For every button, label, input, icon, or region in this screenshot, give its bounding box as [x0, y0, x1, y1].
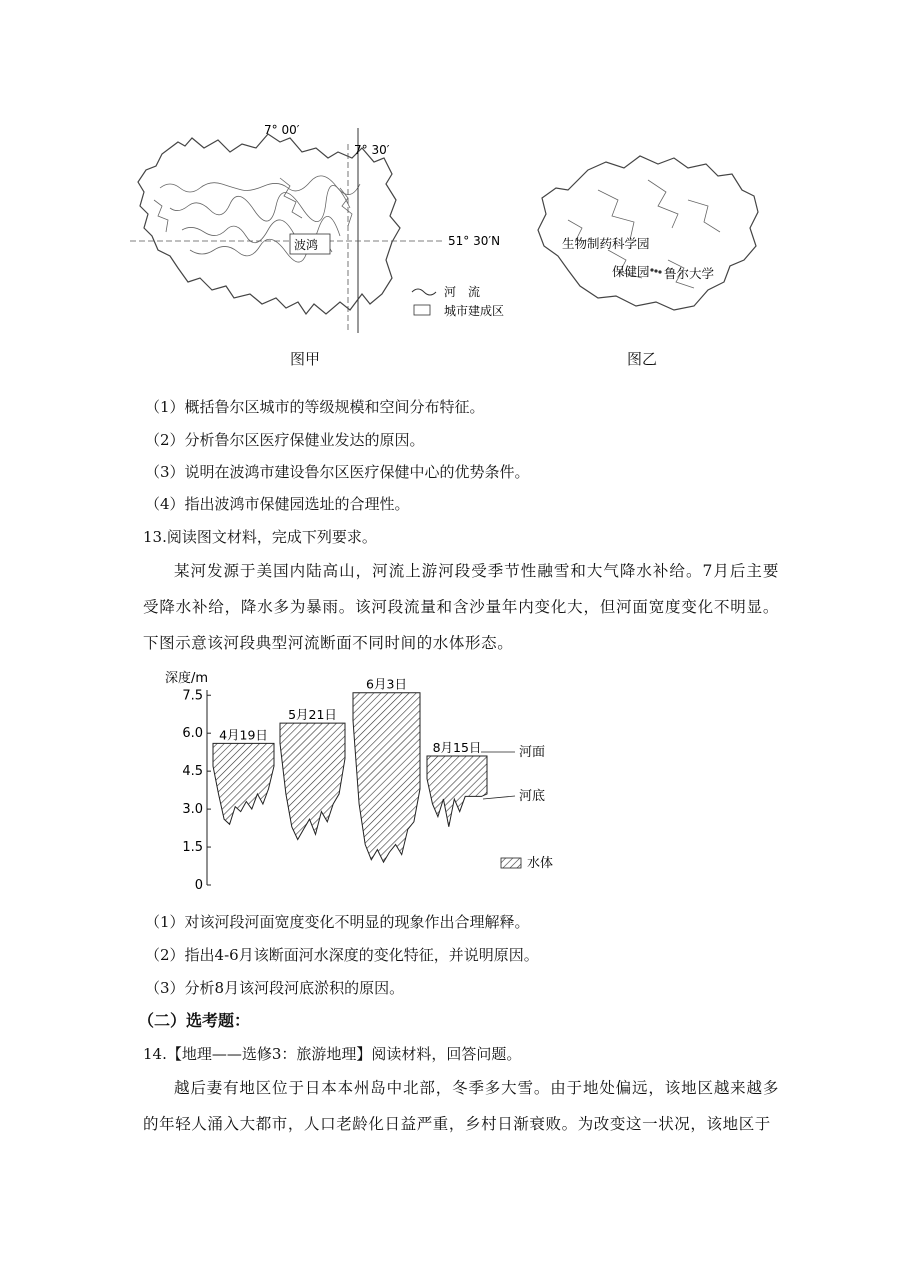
- q13-item-3: （3）分析8月该河段河底淤积的原因。: [145, 979, 405, 997]
- map-a-caption: 图甲: [290, 350, 321, 368]
- water-section-2: [280, 723, 345, 839]
- map-a-city-label: 波鸿: [294, 238, 319, 252]
- y-tick-label: 6.0: [182, 726, 203, 742]
- legend-urban-icon: [414, 305, 430, 315]
- q12-item-3: （3）说明在波鸿市建设鲁尔区医疗保健中心的优势条件。: [145, 463, 530, 481]
- y-tick-label: 4.5: [182, 764, 203, 780]
- q12-item-2: （2）分析鲁尔区医疗保健业发达的原因。: [145, 431, 425, 449]
- chart-ylabel: 深度/m: [165, 671, 209, 686]
- annotation-water-surface: 河面: [519, 745, 546, 760]
- q12-item-4: （4）指出波鸿市保健园选址的合理性。: [145, 495, 410, 513]
- q13-item-2: （2）指出4-6月该断面河水深度的变化特征，并说明原因。: [145, 946, 539, 964]
- map-a-lon2-label: 7° 30′: [354, 143, 390, 157]
- legend-urban-label: 城市建成区: [444, 304, 505, 318]
- legend-water-swatch: [501, 858, 521, 868]
- map-figure-a: [130, 118, 530, 343]
- y-tick-label: 3.0: [182, 802, 203, 818]
- section-2-title: （二）选考题：: [138, 1011, 251, 1030]
- section-date-label: 8月15日: [432, 739, 482, 755]
- map-b-caption: 图乙: [627, 350, 658, 368]
- map-a-lon1-label: 7° 00′: [264, 123, 300, 137]
- q14-heading: 14.【地理——选修3：旅游地理】阅读材料，回答问题。: [143, 1045, 522, 1063]
- q13-item-1: （1）对该河段河面宽度变化不明显的现象作出合理解释。: [145, 913, 530, 931]
- map-b-university-label: 鲁尔大学: [664, 266, 715, 281]
- legend-river-label: 河 流: [444, 285, 481, 299]
- q12-item-1: （1）概括鲁尔区城市的等级规模和空间分布特征。: [145, 398, 485, 416]
- q13-paragraph-text: 某河发源于美国内陆高山，河流上游河段受季节性融雪和大气降水补给。7月后主要受降水补给，降水多为暴雨。该河段流量和含沙量年内变化大，但河面宽度变化不明显。下图示意该河段典型河流断面不同时间的水体形态。: [143, 562, 779, 652]
- y-tick-label: 1.5: [182, 840, 203, 856]
- section-date-label: 5月21日: [288, 707, 337, 723]
- section-date-label: 6月3日: [366, 676, 407, 692]
- river-section-chart: [165, 668, 605, 898]
- section-date-label: 4月19日: [219, 727, 268, 743]
- region-outline: [138, 134, 400, 314]
- q14-paragraph-text: 越后妻有地区位于日本本州岛中北部，冬季多大雪。由于地处偏远，该地区越来越多的年轻人涌入大都市，人口老龄化日益严重，乡村日渐衰败。为改变这一状况，该地区于: [143, 1079, 779, 1133]
- q13-heading: 13.阅读图文材料，完成下列要求。: [143, 528, 377, 546]
- map-b-biopark-label: 生物制药科学园: [562, 236, 650, 251]
- y-tick-label: 0: [194, 878, 203, 893]
- map-b-healthpark-label: 保健园: [612, 264, 650, 279]
- water-section-1: [213, 743, 274, 824]
- water-section-3: [353, 693, 420, 862]
- map-figure-b: [528, 150, 778, 320]
- y-tick-label: 7.5: [182, 688, 203, 704]
- q13-paragraph: [143, 553, 779, 661]
- campus-outline: [538, 156, 758, 310]
- legend-water-label: 水体: [527, 856, 554, 871]
- legend-river-icon: [412, 289, 436, 295]
- water-section-4: [427, 756, 487, 827]
- q14-paragraph: [143, 1070, 779, 1142]
- map-a-lat-label: 51° 30′N: [448, 234, 501, 248]
- annotation-river-bed: 河底: [519, 789, 546, 804]
